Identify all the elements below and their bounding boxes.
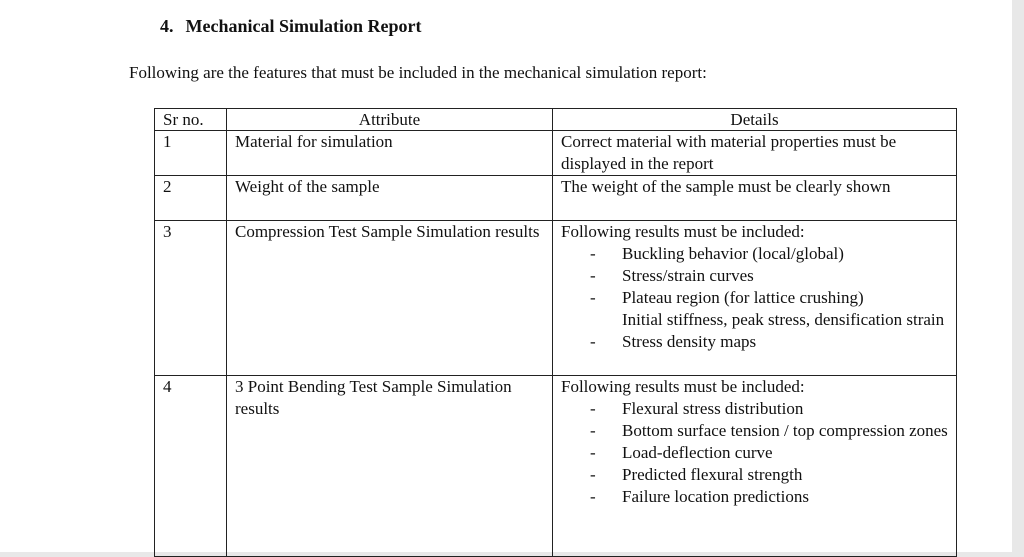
list-item: - Load-deflection curve [561, 442, 956, 464]
list-item: - Stress/strain curves [561, 265, 956, 287]
list-item: - Plateau region (for lattice crushing) [561, 287, 956, 309]
table-row [155, 131, 957, 176]
header-details: Details [553, 109, 957, 131]
features-table [154, 108, 957, 557]
list-item: - Flexural stress distribution [561, 398, 956, 420]
details-intro: Following results must be included: [561, 222, 805, 241]
list-item: - Stress density maps [561, 331, 956, 353]
table-row [155, 221, 957, 376]
row-sr-no: 2 [155, 176, 227, 221]
table-row [155, 176, 957, 221]
list-item: - Failure location predictions [561, 486, 956, 508]
details-intro: Following results must be included: [561, 377, 805, 396]
row-details: Correct material with material properties must be displayed in the report [553, 131, 957, 176]
row-attribute: Compression Test Sample Simulation results [227, 221, 553, 376]
results-list [561, 243, 956, 353]
list-item: - Predicted flexural strength [561, 464, 956, 486]
intro-paragraph: Following are the features that must be included in the mechanical simulation report: [129, 63, 707, 82]
row-details: The weight of the sample must be clearly shown [553, 176, 957, 221]
row-sr-no: 1 [155, 131, 227, 176]
header-sr-no: Sr no. [155, 109, 227, 131]
row-attribute: 3 Point Bending Test Sample Simulation results [227, 376, 553, 557]
section-title: Mechanical Simulation Report [185, 16, 422, 36]
row-details [553, 221, 957, 376]
table-row [155, 376, 957, 557]
row-sr-no: 3 [155, 221, 227, 376]
section-number: 4. [160, 16, 174, 36]
row-details [553, 376, 957, 557]
list-item: - Buckling behavior (local/global) [561, 243, 956, 265]
row-sr-no: 4 [155, 376, 227, 557]
list-item: Initial stiffness, peak stress, densification strain [622, 310, 945, 329]
row-attribute: Material for simulation [227, 131, 553, 176]
table-header-row [155, 109, 957, 131]
results-list [561, 398, 956, 508]
section-heading [160, 16, 422, 37]
list-item: - Bottom surface tension / top compression zones [561, 420, 956, 442]
row-attribute: Weight of the sample [227, 176, 553, 221]
header-attribute: Attribute [227, 109, 553, 131]
